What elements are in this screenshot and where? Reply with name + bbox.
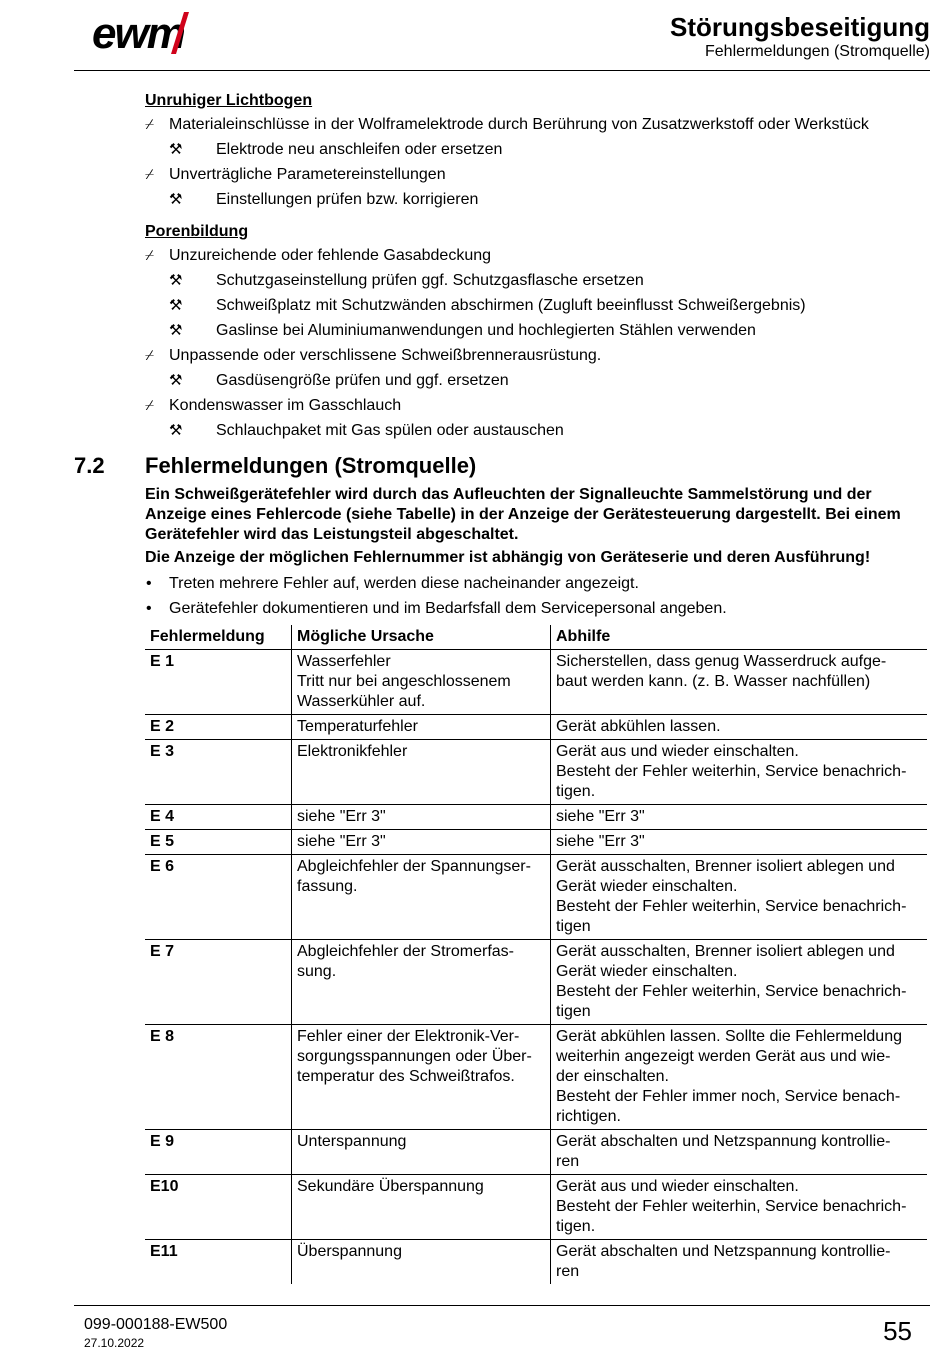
page-number: 55: [883, 1316, 912, 1346]
main-content: [0, 90, 950, 621]
cause-icon: ⌿: [145, 397, 155, 414]
error-code: E 4: [145, 805, 292, 830]
section-intro: [145, 485, 915, 568]
intro-note: Die Anzeige der möglichen Fehlernummer ist abhängig von Geräteserie und deren Ausführung!: [145, 549, 871, 566]
cause-item: ⌿ Unverträgliche Parametereinstellungen: [0, 162, 950, 187]
error-code: E10: [145, 1175, 292, 1240]
table-row: [145, 740, 927, 805]
fix-item: ⚒ Schutzgaseinstellung prüfen ggf. Schutzgasflasche ersetzen: [0, 268, 950, 293]
error-cause: Sekundäre Überspannung: [292, 1175, 551, 1240]
fix-item: ⚒ Schweißplatz mit Schutzwänden abschirmen (Zugluft beeinflusst Schweißergebnis): [0, 293, 950, 318]
section-number: 7.2: [74, 453, 105, 478]
error-remedy: siehe "Err 3": [551, 830, 928, 855]
tools-icon: ⚒: [169, 422, 183, 439]
cause-item: ⌿ Materialeinschlüsse in der Wolframelektrode durch Berührung von Zusatzwerkstoff oder Werkstück: [0, 112, 950, 137]
cause-item: ⌿ Kondenswasser im Gasschlauch: [0, 393, 950, 418]
error-code: E 6: [145, 855, 292, 940]
error-cause: Fehler einer der Elektronik-Ver- sorgungsspannungen oder Über- temperatur des Schweißtrafos.: [292, 1025, 551, 1130]
page-title: Störungsbeseitigung: [670, 12, 930, 42]
error-code: E11: [150, 1243, 178, 1260]
error-remedy: Gerät aus und wieder einschalten. Besteht der Fehler weiterhin, Service benachrich- tigen.: [551, 740, 928, 805]
error-remedy: Gerät ausschalten, Brenner isoliert ablegen und Gerät wieder einschalten. Besteht der Fehler weiterhin, Service benachrich- tigen: [551, 855, 928, 940]
tools-icon: ⚒: [169, 141, 183, 158]
table-row: [145, 805, 927, 830]
table-header-row: [145, 625, 927, 650]
error-code: E 7: [145, 940, 292, 1025]
error-code: E 8: [145, 1025, 292, 1130]
header-divider: [74, 70, 930, 71]
fix-item: ⚒ Elektrode neu anschleifen oder ersetzen: [0, 137, 950, 162]
fix-item: ⚒ Einstellungen prüfen bzw. korrigieren: [0, 187, 950, 212]
error-cause: Abgleichfehler der Stromerfas- sung.: [292, 940, 551, 1025]
tools-icon: ⚒: [169, 272, 183, 289]
table-row: [145, 650, 927, 715]
table-row: [145, 940, 927, 1025]
error-cause: Temperaturfehler: [292, 715, 551, 740]
document-date: 27.10.2022: [84, 1336, 145, 1350]
section-title: Fehlermeldungen (Stromquelle): [145, 453, 477, 478]
error-remedy: siehe "Err 3": [551, 805, 928, 830]
intro-paragraph: Ein Schweißgerätefehler wird durch das Aufleuchten der Signalleuchte Sammelstörung und der Anzeige eines Fehlercode (siehe Tabelle) in der Anzeige der Gerätesteuerung dargestellt. Bei einem Gerätefehler wird das Leistungsteil abgeschaltet.: [145, 486, 901, 543]
tools-icon: ⚒: [169, 372, 183, 389]
fix-item: ⚒ Gasdüsengröße prüfen und ggf. ersetzen: [0, 368, 950, 393]
error-cause: Unterspannung: [292, 1130, 551, 1175]
bullet-item: • Treten mehrere Fehler auf, werden diese nacheinander angezeigt.: [0, 571, 950, 596]
table-row: [145, 1025, 927, 1130]
error-table: [145, 625, 927, 1284]
error-remedy: Sicherstellen, dass genug Wasserdruck aufge- baut werden kann. (z. B. Wasser nachfüllen): [551, 650, 928, 715]
table-row: [145, 1130, 927, 1175]
svg-text:ewm: ewm: [92, 12, 184, 54]
table-row: [145, 1175, 927, 1240]
table-row: [145, 855, 927, 940]
tools-icon: ⚒: [169, 322, 183, 339]
table-row: [145, 830, 927, 855]
page-subtitle: Fehlermeldungen (Stromquelle): [705, 43, 930, 60]
error-cause: Elektronikfehler: [292, 740, 551, 805]
footer-divider: [74, 1305, 930, 1306]
subheading-unruhiger-lichtbogen: Unruhiger Lichtbogen: [145, 92, 313, 109]
subheading-porenbildung: Porenbildung: [145, 223, 249, 240]
error-code: E 1: [145, 650, 292, 715]
error-cause: Abgleichfehler der Spannungser- fassung.: [292, 855, 551, 940]
tools-icon: ⚒: [169, 297, 183, 314]
error-remedy: Gerät abkühlen lassen.: [551, 715, 928, 740]
ewm-logo: [92, 12, 220, 54]
error-cause: Überspannung: [292, 1240, 551, 1285]
cause-icon: ⌿: [145, 116, 155, 133]
cause-item: ⌿ Unpassende oder verschlissene Schweißbrennerausrüstung.: [0, 343, 950, 368]
cause-icon: ⌿: [145, 166, 155, 183]
cause-icon: ⌿: [145, 247, 155, 264]
error-remedy: Gerät abschalten und Netzspannung kontrollie- ren: [551, 1240, 928, 1285]
column-header-abhilfe: Abhilfe: [551, 625, 928, 650]
error-remedy: Gerät ausschalten, Brenner isoliert ablegen und Gerät wieder einschalten. Besteht der Fehler weiterhin, Service benachrich- tigen: [551, 940, 928, 1025]
error-cause: siehe "Err 3": [292, 805, 551, 830]
error-code: E 9: [145, 1130, 292, 1175]
fix-item: ⚒ Schlauchpaket mit Gas spülen oder austauschen: [0, 418, 950, 443]
fix-item: ⚒ Gaslinse bei Aluminiumanwendungen und hochlegierten Stählen verwenden: [0, 318, 950, 343]
error-cause: Wasserfehler Tritt nur bei angeschlossenem Wasserkühler auf.: [292, 650, 551, 715]
error-remedy: Gerät abkühlen lassen. Sollte die Fehlermeldung weiterhin angezeigt werden Gerät aus und wie- der einschalten. Besteht der Fehler immer noch, Service benach- richtigen.: [551, 1025, 928, 1130]
section-heading: [0, 451, 950, 481]
table-row: [145, 1240, 927, 1285]
table-row: [145, 715, 927, 740]
column-header-ursache: Mögliche Ursache: [292, 625, 551, 650]
error-code: E 5: [145, 830, 292, 855]
bullet-icon: •: [146, 600, 152, 617]
tools-icon: ⚒: [169, 191, 183, 208]
error-cause: siehe "Err 3": [292, 830, 551, 855]
error-remedy: Gerät abschalten und Netzspannung kontrollie- ren: [551, 1130, 928, 1175]
cause-icon: ⌿: [145, 347, 155, 364]
error-remedy: Gerät aus und wieder einschalten. Besteht der Fehler weiterhin, Service benachrich- tigen.: [551, 1175, 928, 1240]
document-number: 099-000188-EW500: [84, 1316, 228, 1333]
bullet-icon: •: [146, 575, 152, 592]
error-code: E 3: [145, 740, 292, 805]
error-code: E 2: [145, 715, 292, 740]
cause-item: ⌿ Unzureichende oder fehlende Gasabdeckung: [0, 243, 950, 268]
column-header-fehlermeldung: Fehlermeldung: [145, 625, 292, 650]
bullet-item: • Gerätefehler dokumentieren und im Bedarfsfall dem Servicepersonal angeben.: [0, 596, 950, 621]
